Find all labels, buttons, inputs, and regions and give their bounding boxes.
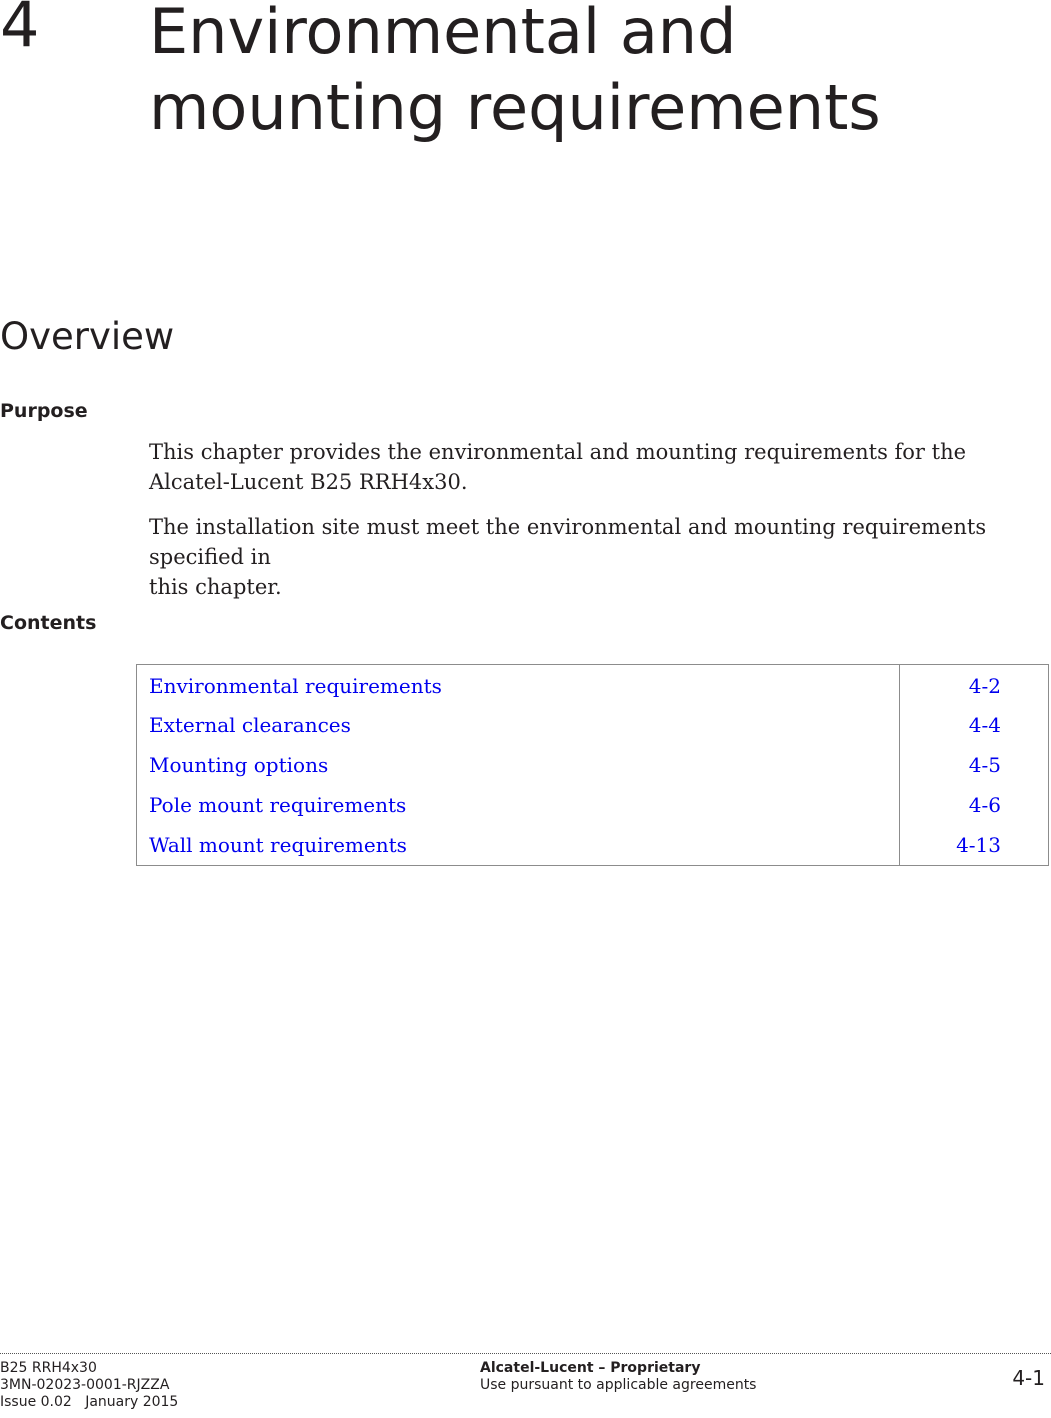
chapter-title-line-2: mounting requirements: [149, 70, 881, 144]
footer-usage: Use pursuant to applicable agreements: [480, 1377, 757, 1393]
toc-page-wall-mount-requirements[interactable]: 4-13: [956, 833, 1001, 857]
footer-date: January 2015: [85, 1394, 179, 1410]
toc-page-pole-mount-requirements[interactable]: 4-6: [968, 793, 1001, 817]
contents-table: [136, 664, 1049, 866]
toc-link-external-clearances[interactable]: External clearances: [149, 713, 351, 737]
purpose-paragraph-1-line-2: Alcatel-Lucent B25 RRH4x30.: [149, 470, 468, 494]
footer-page-number: 4-1: [1012, 1366, 1045, 1390]
chapter-title: [149, 0, 881, 145]
chapter-title-line-1: Environmental and: [149, 0, 737, 68]
toc-row: [137, 745, 1048, 785]
footer-issue-date: [0, 1394, 178, 1411]
purpose-paragraph-2-line-2: this chapter.: [149, 575, 282, 599]
toc-link-environmental-requirements[interactable]: Environmental requirements: [149, 674, 442, 698]
purpose-paragraph-1-line-1: This chapter provides the environmental and mounting requirements for the: [149, 440, 967, 464]
overview-heading: Overview: [0, 315, 175, 358]
toc-row: [137, 705, 1048, 745]
toc-link-pole-mount-requirements[interactable]: Pole mount requirements: [149, 793, 407, 817]
toc-row: [137, 666, 1048, 706]
toc-page-mounting-options[interactable]: 4-5: [968, 753, 1001, 777]
purpose-paragraph-2-line-1: The installation site must meet the environmental and mounting requirements specified in: [149, 515, 987, 569]
footer-document-info: [0, 1360, 178, 1411]
toc-row: [137, 825, 1048, 865]
footer-divider: [0, 1353, 1051, 1354]
footer-proprietary: Alcatel-Lucent – Proprietary: [480, 1360, 701, 1376]
toc-row: [137, 785, 1048, 825]
footer-issue: Issue 0.02: [0, 1394, 72, 1410]
chapter-number: 4: [0, 0, 40, 61]
purpose-heading: Purpose: [0, 400, 88, 422]
footer-proprietary-notice: [480, 1360, 757, 1394]
toc-page-external-clearances[interactable]: 4-4: [968, 713, 1001, 737]
toc-page-environmental-requirements[interactable]: 4-2: [968, 674, 1001, 698]
purpose-paragraph-2: [149, 512, 1049, 602]
footer-doc-number: 3MN-02023-0001-RJZZA: [0, 1377, 170, 1393]
toc-link-mounting-options[interactable]: Mounting options: [149, 753, 329, 777]
contents-heading: Contents: [0, 612, 97, 634]
toc-link-wall-mount-requirements[interactable]: Wall mount requirements: [149, 833, 407, 857]
purpose-paragraph-1: [149, 437, 1049, 497]
footer-product: B25 RRH4x30: [0, 1360, 97, 1376]
